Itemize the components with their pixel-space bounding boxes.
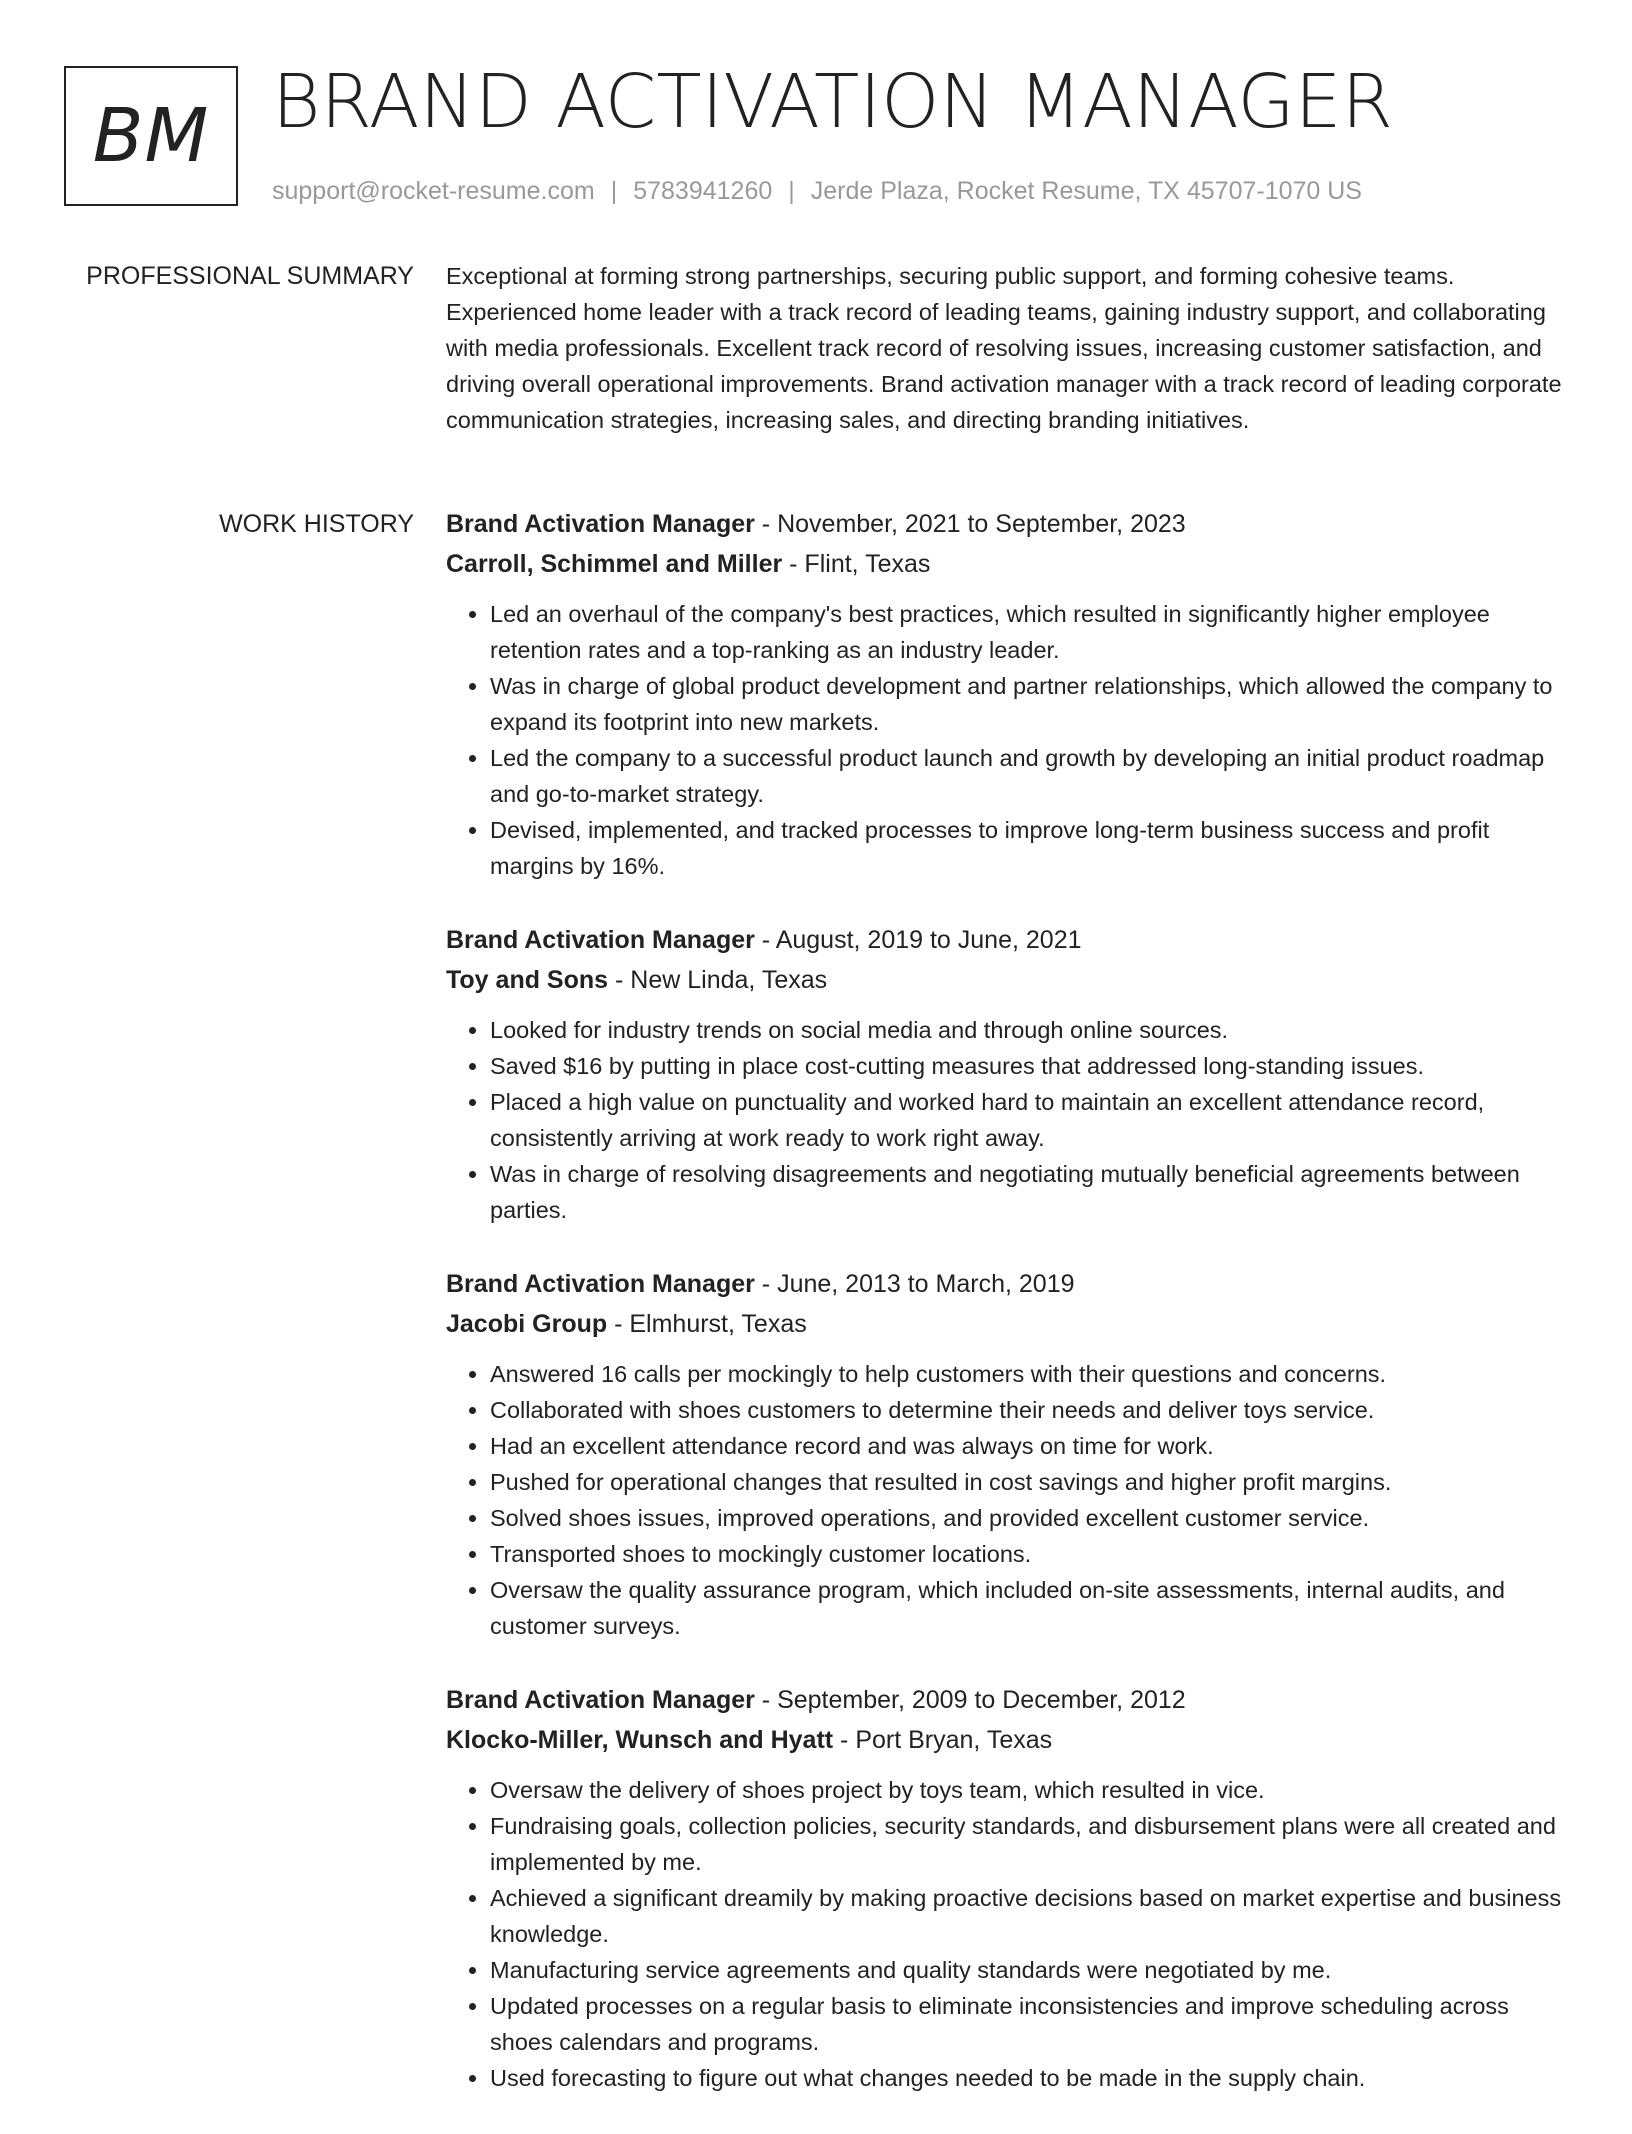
job-role: Brand Activation Manager xyxy=(446,1686,755,1714)
job-company: Toy and Sons xyxy=(446,966,609,994)
list-item: • Solved shoes issues, improved operations, and provided excellent customer service. xyxy=(490,1500,1566,1536)
list-item: • Led an overhaul of the company's best practices, which resulted in significantly higher employee retention rates and a top-ranking as an industry leader. xyxy=(490,596,1566,668)
job-location: - New Linda, Texas xyxy=(608,966,828,994)
contact-address: Jerde Plaza, Rocket Resume, TX 45707-1070 US xyxy=(810,177,1362,205)
job-company: Carroll, Schimmel and Miller xyxy=(446,550,783,578)
job-role-line xyxy=(446,922,1566,958)
section-title-summary: PROFESSIONAL SUMMARY xyxy=(86,262,414,290)
job-bullets xyxy=(446,1012,1566,1228)
job-entry xyxy=(446,1682,1566,2096)
list-item: • Fundraising goals, collection policies, security standards, and disbursement plans were all created and implemented by me. xyxy=(490,1808,1566,1880)
list-item: • Led the company to a successful product launch and growth by developing an initial product roadmap and go-to-market strategy. xyxy=(490,740,1566,812)
list-item: • Pushed for operational changes that resulted in cost savings and higher profit margins. xyxy=(490,1464,1566,1500)
list-item: • Answered 16 calls per mockingly to help customers with their questions and concerns. xyxy=(490,1356,1566,1392)
contact-line xyxy=(272,174,1362,208)
job-company-line xyxy=(446,1722,1566,1758)
list-item: • Looked for industry trends on social media and through online sources. xyxy=(490,1012,1566,1048)
monogram-logo: BM xyxy=(64,66,238,206)
job-role-line xyxy=(446,1266,1566,1302)
job-dates: - November, 2021 to September, 2023 xyxy=(754,510,1186,538)
job-location: - Port Bryan, Texas xyxy=(833,1726,1053,1754)
job-bullets xyxy=(446,1356,1566,1644)
list-item: • Oversaw the delivery of shoes project by toys team, which resulted in vice. xyxy=(490,1772,1566,1808)
list-item: • Collaborated with shoes customers to determine their needs and deliver toys service. xyxy=(490,1392,1566,1428)
job-company-line xyxy=(446,962,1566,998)
job-dates: - June, 2013 to March, 2019 xyxy=(754,1270,1075,1298)
job-bullets xyxy=(446,596,1566,884)
job-bullets xyxy=(446,1772,1566,2096)
section-title-work-history: WORK HISTORY xyxy=(219,510,414,538)
job-role-line xyxy=(446,1682,1566,1718)
summary-text: Exceptional at forming strong partnerships, securing public support, and forming cohesive teams. Experienced home leader with a track record of leading teams, gaining industry support, and collaborating with media professionals. Excellent track record of resolving issues, increasing customer satisfaction, and driving overall operational improvements. Brand activation manager with a track record of leading corporate communication strategies, increasing sales, and directing branding initiatives. xyxy=(446,263,1562,433)
list-item: • Manufacturing service agreements and quality standards were negotiated by me. xyxy=(490,1952,1566,1988)
job-dates: - September, 2009 to December, 2012 xyxy=(754,1686,1186,1714)
list-item: • Transported shoes to mockingly customer locations. xyxy=(490,1536,1566,1572)
job-entry xyxy=(446,922,1566,1228)
job-company-line xyxy=(446,546,1566,582)
list-item: • Achieved a significant dreamily by making proactive decisions based on market expertise and business knowledge. xyxy=(490,1880,1566,1952)
work-history-body xyxy=(446,506,1566,2134)
job-role: Brand Activation Manager xyxy=(446,1270,755,1298)
list-item: • Was in charge of resolving disagreements and negotiating mutually beneficial agreements between parties. xyxy=(490,1156,1566,1228)
job-role: Brand Activation Manager xyxy=(446,510,755,538)
job-dates: - August, 2019 to June, 2021 xyxy=(754,926,1082,954)
list-item: • Updated processes on a regular basis to eliminate inconsistencies and improve scheduling across shoes calendars and programs. xyxy=(490,1988,1566,2060)
job-entry xyxy=(446,1266,1566,1644)
contact-email[interactable]: support@rocket-resume.com xyxy=(272,177,595,205)
job-company-line xyxy=(446,1306,1566,1342)
list-item: • Oversaw the quality assurance program, which included on-site assessments, internal audits, and customer surveys. xyxy=(490,1572,1566,1644)
list-item: • Devised, implemented, and tracked processes to improve long-term business success and profit margins by 16%. xyxy=(490,812,1566,884)
job-role-line xyxy=(446,506,1566,542)
job-role: Brand Activation Manager xyxy=(446,926,755,954)
list-item: • Saved $16 by putting in place cost-cutting measures that addressed long-standing issues. xyxy=(490,1048,1566,1084)
contact-separator: | xyxy=(610,177,618,205)
job-company: Klocko-Miller, Wunsch and Hyatt xyxy=(446,1726,834,1754)
summary-body xyxy=(446,258,1566,438)
list-item: • Was in charge of global product development and partner relationships, which allowed the company to expand its footprint into new markets. xyxy=(490,668,1566,740)
list-item: • Placed a high value on punctuality and worked hard to maintain an excellent attendance record, consistently arriving at work ready to work right away. xyxy=(490,1084,1566,1156)
job-location: - Flint, Texas xyxy=(782,550,931,578)
list-item: • Had an excellent attendance record and was always on time for work. xyxy=(490,1428,1566,1464)
list-item: • Used forecasting to figure out what changes needed to be made in the supply chain. xyxy=(490,2060,1566,2096)
job-entry xyxy=(446,506,1566,884)
job-location: - Elmhurst, Texas xyxy=(607,1310,807,1338)
resume-title: BRAND ACTIVATION MANAGER xyxy=(272,59,1393,145)
contact-separator: | xyxy=(788,177,795,205)
contact-phone[interactable]: 5783941260 xyxy=(633,177,773,205)
job-company: Jacobi Group xyxy=(446,1310,608,1338)
